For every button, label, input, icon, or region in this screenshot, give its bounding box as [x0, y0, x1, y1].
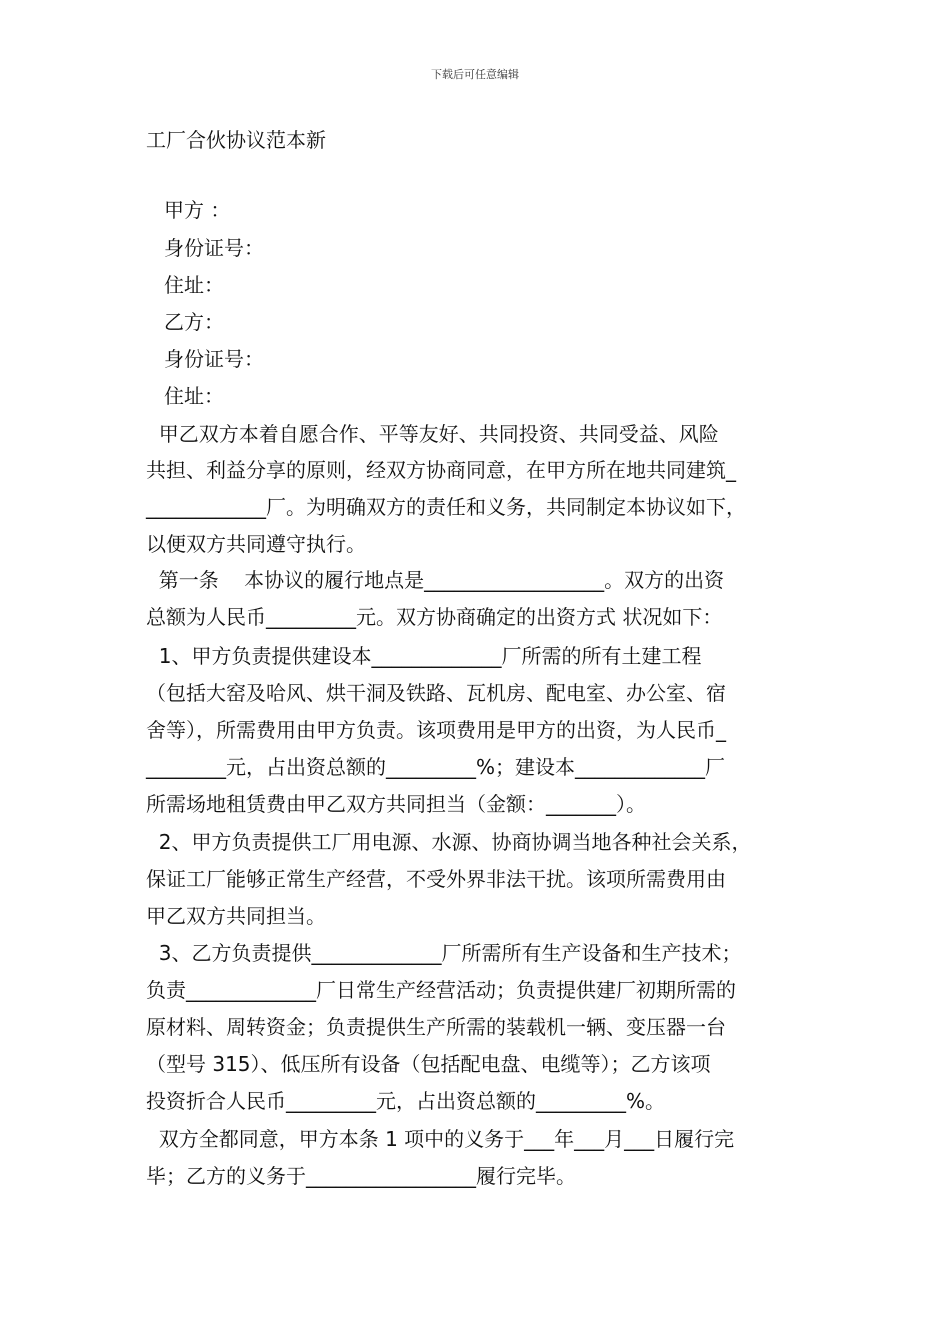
field-party-a-address: 住址： — [164, 273, 224, 297]
body-line: ____________厂。为明确双方的责任和义务，共同制定本协议如下， — [146, 495, 746, 519]
body-line: 1、甲方负责提供建设本_____________厂所需的所有土建工程 — [146, 644, 702, 668]
body-line: 总额为人民币_________元。双方协商确定的出资方式 状况如下： — [146, 605, 723, 629]
field-party-b: 乙方： — [164, 310, 224, 334]
document-title: 工厂合伙协议范本新 — [146, 128, 326, 152]
field-party-b-address: 住址： — [164, 384, 224, 408]
body-line: 所需场地租赁费由甲乙双方共同担当（金额：_______）。 — [146, 792, 646, 816]
body-line: 原材料、周转资金；负责提供生产所需的装载机一辆、变压器一台 — [146, 1015, 726, 1039]
field-party-b-id: 身份证号： — [164, 347, 264, 371]
body-line: 负责_____________厂日常生产经营活动；负责提供建厂初期所需的 — [146, 978, 736, 1002]
body-line: 甲乙双方本着自愿合作、平等友好、共同投资、共同受益、风险 — [146, 422, 719, 446]
body-line: 保证工厂能够正常生产经营，不受外界非法干扰。该项所需费用由 — [146, 867, 726, 891]
body-line: （包括大窑及哈风、烘干洞及铁路、瓦机房、配电室、办公室、宿 — [146, 681, 726, 705]
field-party-a-id: 身份证号： — [164, 236, 264, 260]
body-line: 以便双方共同遵守执行。 — [146, 532, 366, 556]
body-line: （型号 315）、低压所有设备（包括配电盘、电缆等）；乙方该项 — [146, 1052, 711, 1076]
body-line: 共担、利益分享的原则，经双方协商同意，在甲方所在地共同建筑_ — [146, 458, 736, 482]
body-line: 投资折合人民币_________元，占出资总额的_________%。 — [146, 1089, 666, 1113]
body-line: 毕；乙方的义务于_________________履行完毕。 — [146, 1164, 576, 1188]
field-party-a: 甲方 ： — [164, 198, 231, 222]
body-line: 甲乙双方共同担当。 — [146, 904, 326, 928]
body-line: 第一条 本协议的履行地点是__________________。双方的出资 — [146, 568, 725, 592]
body-line: 2、甲方负责提供工厂用电源、水源、协商协调当地各种社会关系， — [146, 830, 752, 854]
header-note: 下载后可任意编辑 — [431, 68, 519, 81]
body-line: 舍等），所需费用由甲方负责。该项费用是甲方的出资，为人民币_ — [146, 718, 726, 742]
body-line: 双方全都同意，甲方本条 1 项中的义务于___年___月___日履行完 — [146, 1127, 735, 1151]
body-line: ________元，占出资总额的_________%；建设本_____________厂 — [146, 755, 726, 779]
body-line: 3、乙方负责提供_____________厂所需所有生产设备和生产技术； — [146, 941, 742, 965]
